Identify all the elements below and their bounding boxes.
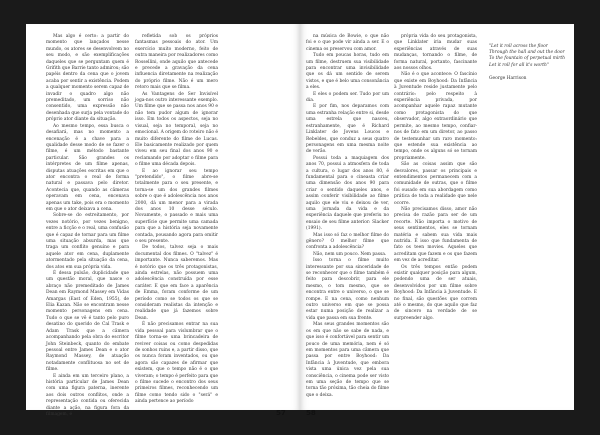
paragraph: As Vantagens de Ser Invisível joga-nos outro interessante exemplo. Um filme que se passa nos anos 90 e não tem pudor algum de ignorar isso. Em todos os aspectos, seja no visual, seja no temporal, seja no emocional. A origem do roteiro não é muito diferente do filme de Lucas. Ele basicamente realizado por quem viveu em seu final dos anos 90 e reclamando por adoptar o filme para o filme uma década depois. xyxy=(135,91,218,168)
page-number-left: 57 xyxy=(276,409,286,417)
poem-line: To the fountain of perpetual mirth xyxy=(489,56,565,62)
paragraph: E ao ignorar seu tempo "pretendido", o filme abre-se totalmente para o seu presente, e torna-se um dos grandes filmes sobre o que é adolescência nos anos 2000, dá um menor para a virada dos anos 10 desse século. Novamente, o passado e mais uma superfície que permite uma camada para que a história seja novamente contada, pousando agora para omitir o seu presente. xyxy=(135,168,218,244)
paragraph: E eles o podem ser. Tudo por um dia. xyxy=(306,91,389,104)
right-page-column-2 xyxy=(394,34,477,380)
paragraph: Isso torna o filme muito interessante por sua sinceridade de se reconhecer que o filme também é feito para descobrir, para ele mesmo, o tom mesmo, que se encontra entre o universo, o que se rompe. E na cena, como nenhum outro universo em que se possa estar numa posição de realizar a vida que passa em sua frente. xyxy=(306,258,389,321)
paragraph: Não é o que acontece: O fascínio que existe em Boyhood: Da Infância à Juventude reside justamente pelo contrário: pelo respeito à experiência privada, por acompanhar aquele rapaz mutante como protagonista do que observador, algo extraordinário que permite, ao mesmo tempo, confiar-nos de fato em um diretor, ao passo de testemunhar um raro momento: que estende sua existência ao tempo, onde os alguns só se tornam propriamente. xyxy=(394,72,477,161)
paragraph: Mas algo é certo: a partir do momento que lançados nesse mundo, os atores se desenvolvem no seu modo, e são exemplificações daqueles que se perguntam quem é Grifith que Barrie tanto admirou; são papéis dentro da cena que o jovem acaba por sentir a existência. Podem a qualquer momento serem capaz de invadir o quadro algo não premeditado, um sorriso não consentido, uma expressão não desenhada que surja pela vontade do próprio ator diante da situação. xyxy=(46,34,129,123)
paragraph: De todos, talvez seja o mais documental dos filmes. O "talvez" é importante. Nunca saberemos. Mas é notório que os três protagonistas, ainda estrelas, não possuem uma adolescência construída por esse caráter. E que em face a aparência de Emma, foram conforme de um período como se todos os que se consideram realistas da intenção e realidade que já fazemos sobre Dean. xyxy=(135,245,218,321)
paragraph: Não precisamos disso, amor não precisa de razão para ser de um recorte. Não importa o motivo de seus sentimentos, eles se tornam matéria e sabem sua vida mais nutrida. É isso que fundamenta de fato os teen movies. Aqueles que acreditam que fazem e os que fazem em vez de acreditar. xyxy=(394,206,477,264)
poem-author: George Harrison xyxy=(489,75,527,81)
right-page-column-3 xyxy=(483,34,566,380)
paragraph: E por fim, nos deparamos com uma estranha relação entre si, desde uma estrela que nasceu, estranhamente, que é Richard Linklater de Jovens Loucos e Rebeldes, que conduz a seus quatro personagens em uma mesma noite de verão. xyxy=(306,104,389,155)
paragraph: refletida sob os próprios fantasmas pessoais do ator. Um exercício muito moderno, feito de outra maneira por realizadores como Rossellini, onde aquilo que antecede e precede a gravação da cena influencia diretamente na realização do próprio filme. Não é um mero retoro mais que se filma. xyxy=(135,34,218,91)
paragraph: na música de Bowie, o que não foi e o que pode vir ainda a ser. E o cinema os preservou com amor. xyxy=(306,34,389,52)
paragraph: São as coisas assim que são desvalores, passar os principais e entendimentos permanecem com a comunidade de outras, que o filme foi ousado em sua abordagem como prática de toda a realidade que nele ocorre. xyxy=(394,162,477,206)
paragraph: Ao mesmo tempo, essa busca o desafiará, mas no momento a encenação é a chave para a qualidade desse modo de se fazer o filme, é um método bastante particular. São grandes os intérpretes de um filme apenas, disputas atuações escritas em que o ator encontra o real de forma natural e passava pelo diretor. Acontecia que, quando as câmeras operavam em cena, encenava apenas um take, pois era o momento em que o ator deixava a cena. xyxy=(46,123,129,212)
left-page-column-2 xyxy=(135,34,218,405)
paragraph: E ainda em um terceiro plano, a história particular de James Dean com uma figura paterna, inerente aos dois outros conflitos, onde a representação contida ou oferecida diante a ação, na figura fora da filmagem, é xyxy=(46,373,129,417)
left-page-column-1 xyxy=(46,34,129,417)
paragraph: Os três tempos então podem existir qualquer posição para algum, podendo uma de ser atuais, desenvolvidos por um filme sobre Boyhood: Da Infância à Juventude. E no final, são questões que correm até o mesmo, do que aquilo que faz de sincero na verdade de se surpreender algo. xyxy=(394,264,477,321)
page-number-right: 58 xyxy=(306,409,316,417)
paragraph: Não, nem um pouco. Nem passa. xyxy=(313,251,387,257)
paragraph: Mas seus grandes momentos são os em que não se sabe de nada, e que isso é confortável para sentir um pouco de uma memória, nem é só em momentos para uma câmera que passa por entre Boyhood: Da Infância à Juventude, que embora vista uma única vez pela sua consciência, o cinema pode ser visto em uma seção de tempo que se torna tão próxima, tão cheia do filme que o deixa. xyxy=(306,322,390,398)
paragraph: É não precisamos entrar na sua vida pessoal para vislumbrar que o filme torna-se uma brincadeira de reviver coisas ou como despedidas de sonhos ruins e, a partir disso, que os nunca foram inventados, ou que agora são capazes de afirmar que existem, que o tempo não é o que viveram; o tempo é perfeito para que o filme sucede o encontro dos seus primeiros filmes, reconhecendo um filme como tendo sido o "será" e ainda pertence ao período xyxy=(135,322,218,405)
poem-line: Through the hall and out the door xyxy=(489,50,565,56)
paragraph: Mas isso só faz o melhor filme do gênero? O melhor filme que confronta a adolescência? xyxy=(306,232,389,251)
paragraph: É dessa pulsão, duplicidade que um questão moral, que nasce o abraço não premeditado de James Dean em Raymond Massey em Vidas Amargas (East of Eden, 1955), de Elia Kazan. Não se encontram nesse momento personagens em cena. Tudo o que se vê é tanto pelo puro desatino do querido de Cal Trask e Adam Trask que a câmera acompanhando pela obra do escritor John Steinbeck, quanto do embate pessoal entre James Dean e o ator Raymond Massey, de atuação notadamente conflituosa no set de filme. xyxy=(46,271,129,373)
paragraph: Possui toda a maquiagem dos anos 70, possui a atmosfera de toda a cultura, o lugar dos anos 80, é fundamental para o cineasta criar uma dimensão dos anos 90 para criar o sentido daqueles anos, e assim conferir visibilidade ao filme aquilo que ele viu e deixou de ver, uma jornada da vida e da experiência daquele que preferiu no ensaio de seu filme anterior: Slacker (1991). xyxy=(306,155,389,232)
epigraph-poem xyxy=(483,44,566,82)
poem-line: Let it roll for all it's worth" xyxy=(489,62,549,68)
paragraph: Sobre-se do estreitamento, por vezes notório, por vezes benigno, entre a ficção e o real, uma confusão que é capaz de tornar para um filme uma situação absurda, mas que traga um conflito genuíno e para aquele ator em cena, duplamente atormentado pela situação da cena, dos atos em sua própria vida. xyxy=(46,213,129,270)
paragraph: própria vida do seu protagonista, que Linklater iria mudar suas experiências através de suas mudanças, tornando o filme, de forma natural, portanto, fascinante aos nossos olhos. xyxy=(394,34,477,72)
paragraph: Tudo em poucas horas, tudo em um filme, destruem sua visibilidade para encontrar uma invisibilidade que os dá um sentido de serem vistos, e que é belo uma consonância a eles. xyxy=(306,53,389,91)
right-page-column-1 xyxy=(306,34,390,398)
poem-line: "Let it roll across the floor xyxy=(489,44,548,49)
right-page xyxy=(300,24,574,410)
